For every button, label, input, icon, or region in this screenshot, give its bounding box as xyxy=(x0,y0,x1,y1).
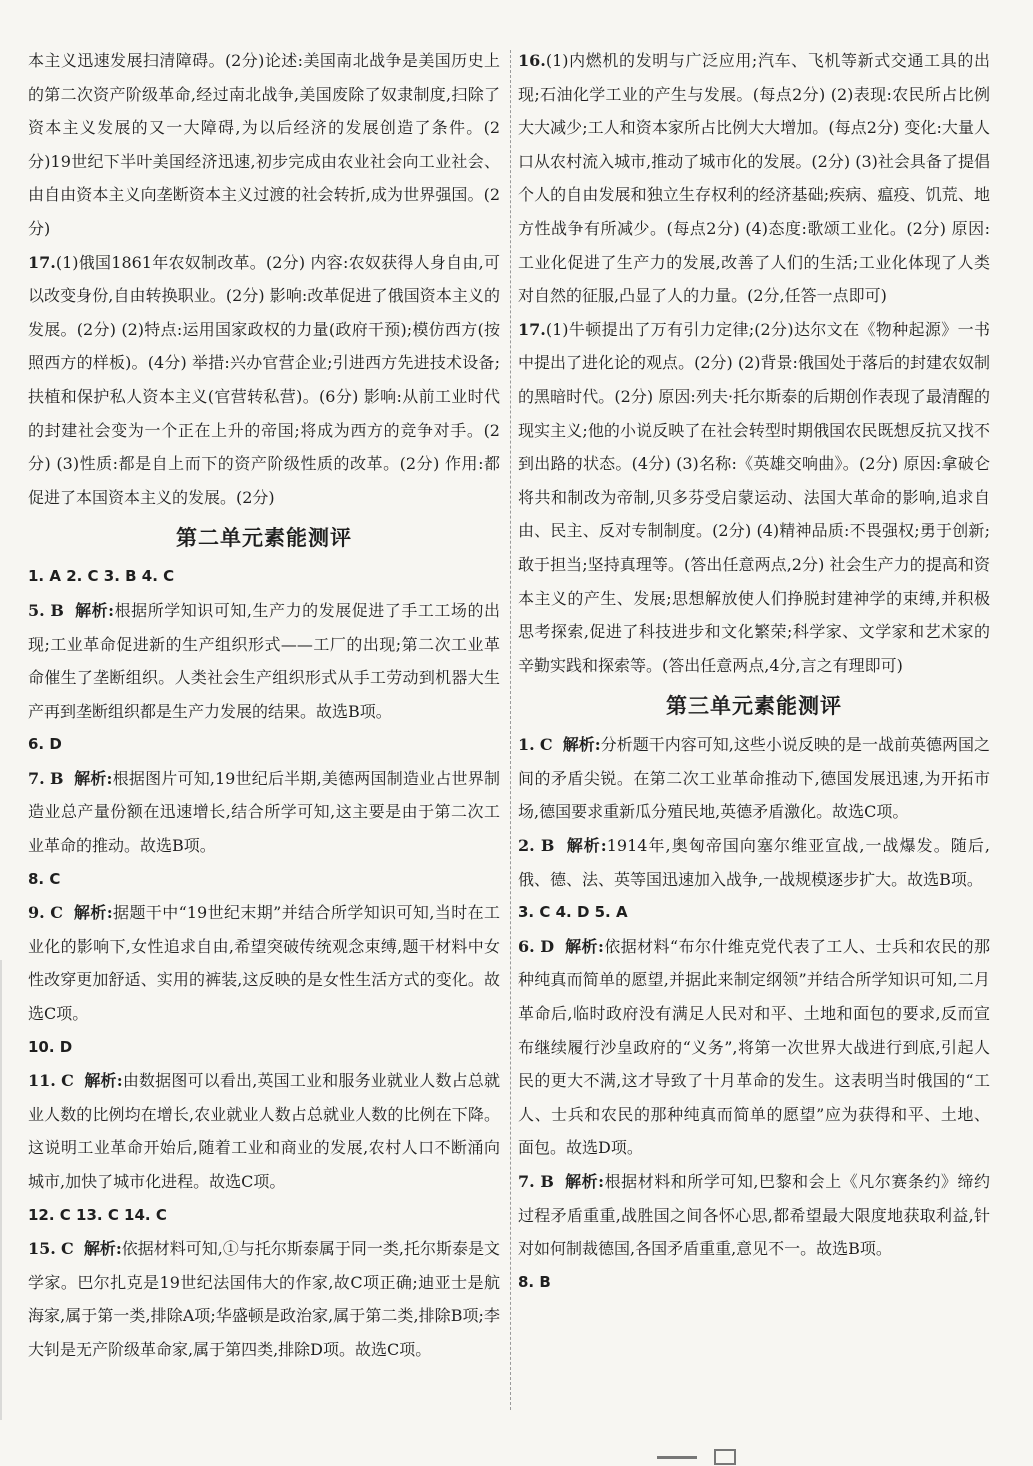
answer-8: 8. C xyxy=(28,869,61,888)
question-1: 1. C 解析:分析题干内容可知,这些小说反映的是一战前英德两国之间的矛盾尖锐。在第二次工业革命推动下,德国发展迅速,为开拓市场,德国要求重新瓜分殖民地,英德矛盾激化。故选C项。 xyxy=(518,735,991,822)
question-7: 7. B 解析:根据图片可知,19世纪后半期,美德两国制造业占世界制造业总产量份额在迅速增长,结合所学可知,这主要是由于第二次工业革命的推动。故选B项。 xyxy=(28,768,500,856)
continued-paragraph: 本主义迅速发展扫清障碍。(2分)论述:美国南北战争是美国历史上的第二次资产阶级革命,经过南北战争,美国废除了奴隶制度,扫除了资本主义发展的又一大障碍,为以后经济的发展创造了条件。(2分)19世纪下半叶美国经济迅速,初步完成由农业社会向工业社会、由自由资本主义向垄断资本主义过渡的社会转折,成为世界强国。(2分) xyxy=(28,51,500,238)
question-2: 2. B 解析:1914年,奥匈帝国向塞尔维亚宣战,一战爆发。随后,俄、德、法、英等国迅速加入战争,一战规模逐步扩大。故选B项。 xyxy=(518,836,990,889)
section-heading-unit2: 第二单元素能测评 xyxy=(176,525,352,551)
question-15: 15. C 解析:依据材料可知,①与托尔斯泰属于同一类,托尔斯泰是文学家。巴尔扎克是19世纪法国伟大的作家,故C项正确;迪亚士是航海家,属于第一类,排除A项;华盛顿是政治家,属于第二类,排除B项;李大钊是无产阶级革命家,属于第四类,排除D项。故选C项。 xyxy=(28,1239,500,1359)
question-5: 5. B 解析:根据所学知识可知,生产力的发展促进了手工工场的出现;工业革命促进新的生产组织形式——工厂的出现;第二次工业革命催生了垄断组织。人类社会生产组织形式从手工劳动到机器大生产再到垄断组织都是生产力发展的结果。故选B项。 xyxy=(28,600,500,721)
right-column xyxy=(518,44,990,1436)
question-7-unit3: 7. B 解析:根据材料和所学可知,巴黎和会上《凡尔赛条约》缔约过程矛盾重重,战胜国之间各怀心思,都希望最大限度地获取利益,针对如何制裁德国,各国矛盾重重,意见不一。故选B项。 xyxy=(518,1172,990,1259)
answer-6: 6. D xyxy=(28,735,62,754)
question-16: 16.(1)内燃机的发明与广泛应用;汽车、飞机等新式交通工具的出现;石油化学工业的产生与发展。(每点2分) (2)表现:农民所占比例大大减少;工人和资本家所占比例大大增加。(每点2分) 变化:大量人口从农村流入城市,推动了城市化的发展。(2分) (3)社会具备了提倡个人的自由发展和独立生存权利的经济基础;疾病、瘟疫、饥荒、地方性战争有所减少。(每点2分) (4)态度:歌颂工业化。(2分) 原因:工业化促进了生产力的发展,改善了人们的生活;工业化体现了人类对自然的征服,凸显了人的力量。(2分,任答一点即可) xyxy=(518,51,990,306)
question-17-unit2: 17.(1)牛顿提出了万有引力定律;(2分)达尔文在《物种起源》一书中提出了进化论的观点。(2分) (2)背景:俄国处于落后的封建农奴制的黑暗时代。(2分) 原因:列夫·托尔斯泰的后期创作表现了最清醒的现实主义;他的小说反映了在社会转型时期俄国农民既想反抗又找不到出路的状态。(4分) (3)名称:《英雄交响曲》。(2分) 原因:拿破仑将共和制改为帝制,贝多芬受启蒙运动、法国大革命的影响,追求自由、民主、反对专制制度。(2分) (4)精神品质:不畏强权;勇于创新;敢于担当;坚持真理等。(答出任意两点,2分) 社会生产力的提高和资本主义的产生、发展;思想解放使人们挣脱封建神学的束缚,并积极思考探索,促进了科技进步和文化繁荣;科学家、文学家和艺术家的辛勤实践和探索等。(答出任意两点,4分,言之有理即可) xyxy=(518,319,990,675)
question-6: 6. D 解析:依据材料“布尔什维克党代表了工人、士兵和农民的那种纯真而简单的愿望,并据此来制定纲领”并结合所学知识可知,二月革命后,临时政府没有满足人民对和平、土地和面包的要求,反而宣布继续履行沙皇政府的“义务”,将第一次世界大战进行到底,引起人民的更大不满,这才导致了十月革命的发生。这表明当时俄国的“工人、士兵和农民的那种纯真而简单的愿望”应为获得和平、土地、面包。故选D项。 xyxy=(518,936,991,1158)
answers-3-5: 3. C 4. D 5. A xyxy=(518,903,628,922)
column-divider xyxy=(510,50,511,1410)
page-footer-mark xyxy=(655,1448,765,1466)
question-11: 11. C 解析:由数据图可以看出,英国工业和服务业就业人数占总就业人数的比例均在增长,农业就业人数占总就业人数的比例在下降。这说明工业革命开始后,随着工业和商业的发展,农村人口不断涌向城市,加快了城市化进程。故选C项。 xyxy=(28,1071,500,1191)
question-17-unit1: 17.(1)俄国1861年农奴制改革。(2分) 内容:农奴获得人身自由,可以改变身份,自由转换职业。(2分) 影响:改革促进了俄国资本主义的发展。(2分) (2)特点:运用国家政权的力量(政府干预);模仿西方(按照西方的样板)。(4分) 举措:兴办官营企业;引进西方先进技术设备;扶植和保护私人资本主义(官营转私营)。(6分) 影响:从前工业时代的封建社会变为一个正在上升的帝国;将成为西方的竞争对手。(2分) (3)性质:都是自上而下的资产阶级性质的改革。(2分) 作用:都促进了本国资本主义的发展。(2分) xyxy=(28,252,500,507)
answers-12-14: 12. C 13. C 14. C xyxy=(28,1205,167,1224)
answer-10: 10. D xyxy=(28,1037,73,1056)
question-9: 9. C 解析:据题干中“19世纪末期”并结合所学知识可知,当时在工业化的影响下,女性追求自由,希望突破传统观念束缚,题干材料中女性改穿更加舒适、实用的裤装,这反映的是女性生活方式的变化。故选C项。 xyxy=(28,903,501,1024)
section-heading-unit3: 第三单元素能测评 xyxy=(666,693,842,719)
page-edge-shadow xyxy=(0,960,10,1420)
answer-8-unit3: 8. B xyxy=(518,1272,551,1291)
left-column xyxy=(28,44,500,1436)
answers-1-4: 1. A 2. C 3. B 4. C xyxy=(28,567,175,586)
